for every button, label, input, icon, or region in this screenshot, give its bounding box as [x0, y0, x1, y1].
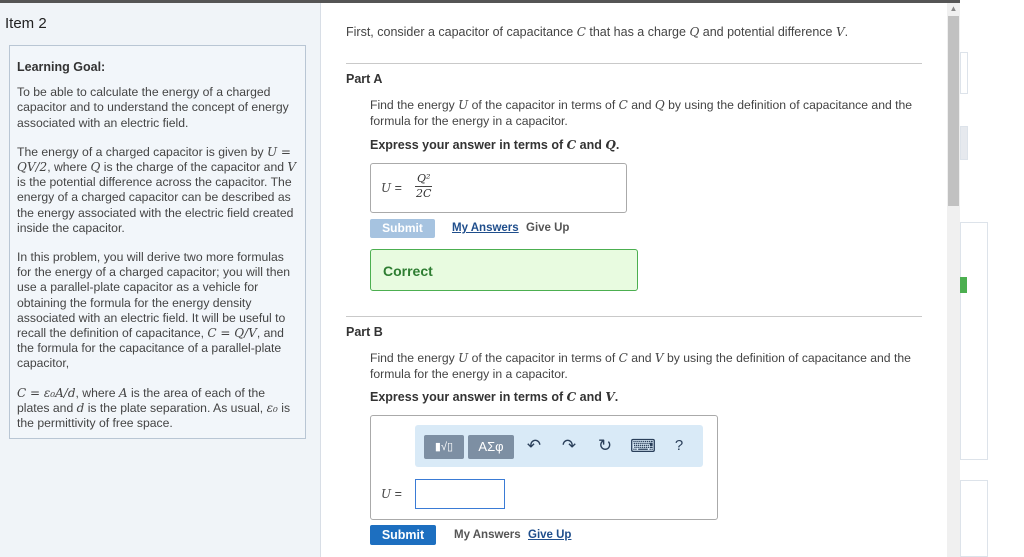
part-a-my-answers-link[interactable]: My Answers — [452, 222, 519, 234]
part-a-submit-button[interactable]: Submit — [370, 219, 435, 238]
templates-button[interactable]: ▮√▯ — [424, 435, 464, 459]
right-panel-fragment — [960, 222, 988, 460]
learning-goal-p2: The energy of a charged capacitor is given by U = QV/2, where Q is the charge of the capacitor and V is the potential difference across the capacitor. The energy of a charged capacitor can be described as the energy associated with the electric field created inside the capacitor. — [17, 144, 297, 235]
formula-parallel-plate: C = ε₀A/d — [17, 385, 76, 400]
part-a-answer-fraction: $\frac{\text{Q²}}{2C}$ — [416, 172, 432, 200]
learning-goal-p1: To be able to calculate the energy of a charged capacitor and to understand the concept of energy associated with an electric field. — [17, 85, 289, 130]
part-a-question: Find the energy U of the capacitor in terms of C and Q by using the definition of capacitance and the formula for the energy in a capacitor. — [370, 98, 913, 128]
right-side-area — [960, 0, 1024, 557]
left-panel — [0, 3, 321, 557]
part-a-answer-box — [370, 163, 627, 213]
part-b-answer-editor — [370, 415, 718, 520]
symbols-button[interactable]: ΑΣφ — [468, 435, 514, 459]
intro-text: First, consider a capacitor of capacitance C that has a charge Q and potential difference V. — [346, 25, 849, 39]
redo-icon[interactable]: ↷ — [561, 436, 577, 455]
part-b-title: Part B — [346, 325, 383, 339]
learning-goal-heading: Learning Goal: — [17, 60, 106, 74]
item-title: Item 2 — [5, 15, 47, 32]
learning-goal-box — [9, 45, 306, 439]
reset-icon[interactable]: ↻ — [597, 436, 613, 455]
undo-icon[interactable]: ↶ — [526, 436, 542, 455]
right-panel-fragment — [960, 480, 988, 557]
part-b-answer-input[interactable] — [415, 479, 505, 509]
status-marker — [960, 277, 967, 293]
part-b-give-up-link[interactable]: Give Up — [528, 529, 572, 541]
vertical-scrollbar[interactable] — [947, 3, 960, 557]
part-a-give-up[interactable]: Give Up — [526, 222, 570, 234]
formula-capacitance: C = Q/V — [207, 326, 257, 341]
help-icon[interactable]: ? — [674, 437, 684, 454]
part-b-express: Express your answer in terms of C and V. — [370, 390, 619, 404]
divider — [346, 63, 922, 64]
formula-energy: U = QV/2 — [17, 144, 291, 175]
main-panel — [321, 3, 947, 557]
part-a-result-correct: Correct — [370, 249, 638, 291]
keyboard-icon[interactable]: ⌨ — [630, 436, 656, 456]
part-b-my-answers[interactable]: My Answers — [454, 529, 521, 541]
math-toolbar — [415, 425, 703, 467]
scroll-thumb[interactable] — [948, 16, 959, 206]
scroll-up-arrow-icon[interactable]: ▲ — [949, 4, 958, 13]
learning-goal-p4: C = ε₀A/d, where A is the area of each of the plates and d is the plate separation. As usual, ε₀ is the permittivity of free space. — [17, 385, 291, 431]
part-b-question: Find the energy U of the capacitor in terms of C and V by using the definition of capacitance and the formula for the energy in a capacitor. — [370, 351, 911, 381]
part-a-express: Express your answer in terms of C and Q. — [370, 138, 620, 152]
part-a-title: Part A — [346, 72, 383, 86]
divider — [346, 316, 922, 317]
part-a-answer-label: U = — [381, 181, 402, 195]
part-b-input-label: U = — [381, 487, 402, 501]
right-panel-fragment — [960, 52, 968, 94]
part-b-submit-button[interactable]: Submit — [370, 525, 436, 545]
learning-goal-p3: In this problem, you will derive two more formulas for the energy of a charged capacitor; you will then use a parallel-plate capacitor as a vehicle for obtaining the formula for the energy density associated with an electric field. It will be useful to recall the definition of capacitance, C = Q/V, and the formula for the capacitance of a parallel-plate capacitor, — [17, 250, 291, 371]
right-panel-fragment — [960, 126, 968, 160]
